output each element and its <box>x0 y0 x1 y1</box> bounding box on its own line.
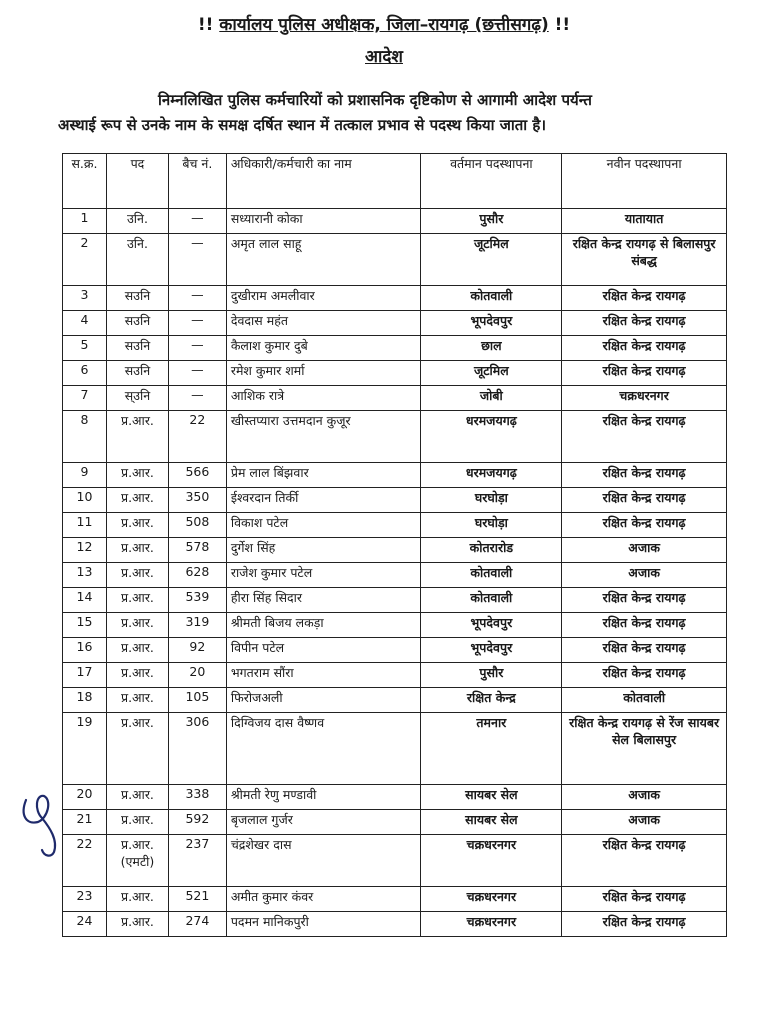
cell-serial: 2 <box>63 234 107 286</box>
header-post: पद <box>106 154 168 209</box>
cell-name: हीरा सिंह सिदार <box>226 588 421 613</box>
header-name: अधिकारी/कर्मचारी का नाम <box>226 154 421 209</box>
cell-name: विकाश पटेल <box>226 513 421 538</box>
cell-current-posting: धरमजयगढ़ <box>421 411 562 463</box>
cell-batch: 628 <box>168 563 226 588</box>
cell-current-posting: कोतवाली <box>421 588 562 613</box>
cell-post: प्र.आर. <box>106 688 168 713</box>
cell-name: खीस्तप्यारा उत्तमदान कुजूर <box>226 411 421 463</box>
cell-name: आशिक रात्रे <box>226 386 421 411</box>
table-row <box>63 361 727 386</box>
order-heading: आदेश <box>365 47 403 67</box>
header-new-posting: नवीन पदस्थापना <box>562 154 727 209</box>
cell-serial: 22 <box>63 835 107 887</box>
cell-name: भगतराम सौंरा <box>226 663 421 688</box>
cell-current-posting: घरघोड़ा <box>421 513 562 538</box>
cell-new-posting: अजाक <box>562 785 727 810</box>
intro-line-2: अस्थाई रूप से उनके नाम के समक्ष दर्षित स्थान में तत्काल प्रभाव से पदस्थ किया जाता है। <box>58 116 547 134</box>
cell-serial: 7 <box>63 386 107 411</box>
cell-serial: 5 <box>63 336 107 361</box>
cell-name: चंद्रशेखर दास <box>226 835 421 887</box>
cell-new-posting: रक्षित केन्द्र रायगढ़ <box>562 613 727 638</box>
cell-post: प्र.आर. <box>106 810 168 835</box>
table-row <box>63 488 727 513</box>
cell-serial: 11 <box>63 513 107 538</box>
cell-name: श्रीमती बिजय लकड़ा <box>226 613 421 638</box>
cell-current-posting: चक्रधरनगर <box>421 912 562 937</box>
table-row <box>63 810 727 835</box>
cell-current-posting: कोतरारोड <box>421 538 562 563</box>
cell-serial: 15 <box>63 613 107 638</box>
table-header-row <box>63 154 727 209</box>
cell-post: प्र.आर. <box>106 411 168 463</box>
cell-serial: 12 <box>63 538 107 563</box>
cell-current-posting: कोतवाली <box>421 563 562 588</box>
cell-batch: 319 <box>168 613 226 638</box>
cell-name: श्रीमती रेणु मण्डावी <box>226 785 421 810</box>
cell-name: अमृत लाल साहू <box>226 234 421 286</box>
cell-batch: 592 <box>168 810 226 835</box>
cell-post: प्र.आर. <box>106 538 168 563</box>
cell-new-posting: अजाक <box>562 563 727 588</box>
intro-line-1: निम्नलिखित पुलिस कर्मचारियों को प्रशासनिक दृष्टिकोण से आगामी आदेश पर्यन्त <box>158 91 592 109</box>
cell-batch: 539 <box>168 588 226 613</box>
table-row <box>63 887 727 912</box>
table-row <box>63 785 727 810</box>
cell-batch: — <box>168 286 226 311</box>
cell-name: पदमन मानिकपुरी <box>226 912 421 937</box>
cell-current-posting: चक्रधरनगर <box>421 835 562 887</box>
cell-post: प्र.आर. <box>106 563 168 588</box>
table-row <box>63 688 727 713</box>
cell-batch: — <box>168 336 226 361</box>
cell-name: ईश्वरदान तिर्की <box>226 488 421 513</box>
cell-new-posting: रक्षित केन्द्र रायगढ़ <box>562 638 727 663</box>
cell-batch: 306 <box>168 713 226 785</box>
cell-name: दुर्गेश सिंह <box>226 538 421 563</box>
cell-new-posting: अजाक <box>562 538 727 563</box>
cell-current-posting: जूटमिल <box>421 361 562 386</box>
cell-serial: 8 <box>63 411 107 463</box>
cell-name: दुखीराम अमलीवार <box>226 286 421 311</box>
cell-name: अमीत कुमार कंवर <box>226 887 421 912</box>
transfer-table <box>62 153 727 937</box>
cell-batch: 274 <box>168 912 226 937</box>
cell-current-posting: भूपदेवपुर <box>421 638 562 663</box>
cell-name: कैलाश कुमार दुबे <box>226 336 421 361</box>
cell-batch: 566 <box>168 463 226 488</box>
cell-post: प्र.आर. <box>106 663 168 688</box>
cell-current-posting: सायबर सेल <box>421 810 562 835</box>
cell-new-posting: रक्षित केन्द्र रायगढ़ <box>562 513 727 538</box>
cell-new-posting: रक्षित केन्द्र रायगढ़ <box>562 835 727 887</box>
cell-serial: 3 <box>63 286 107 311</box>
cell-post: प्र.आर. <box>106 463 168 488</box>
cell-post: प्र.आर. (एमटी) <box>106 835 168 887</box>
cell-new-posting: अजाक <box>562 810 727 835</box>
cell-serial: 20 <box>63 785 107 810</box>
table-row <box>63 209 727 234</box>
cell-current-posting: भूपदेवपुर <box>421 311 562 336</box>
cell-batch: 508 <box>168 513 226 538</box>
cell-batch: 521 <box>168 887 226 912</box>
cell-serial: 10 <box>63 488 107 513</box>
cell-batch: 92 <box>168 638 226 663</box>
cell-current-posting: धरमजयगढ़ <box>421 463 562 488</box>
cell-current-posting: रक्षित केन्द्र <box>421 688 562 713</box>
cell-serial: 24 <box>63 912 107 937</box>
cell-batch: — <box>168 361 226 386</box>
cell-name: फिरोजअली <box>226 688 421 713</box>
cell-batch: 105 <box>168 688 226 713</box>
cell-new-posting: रक्षित केन्द्र रायगढ़ <box>562 411 727 463</box>
table-row <box>63 311 727 336</box>
cell-current-posting: चक्रधरनगर <box>421 887 562 912</box>
cell-new-posting: कोतवाली <box>562 688 727 713</box>
cell-current-posting: जूटमिल <box>421 234 562 286</box>
cell-new-posting: रक्षित केन्द्र रायगढ़ <box>562 663 727 688</box>
cell-serial: 6 <box>63 361 107 386</box>
cell-post: सउनि <box>106 286 168 311</box>
cell-new-posting: यातायात <box>562 209 727 234</box>
cell-post: प्र.आर. <box>106 588 168 613</box>
cell-current-posting: तमनार <box>421 713 562 785</box>
cell-batch: — <box>168 311 226 336</box>
cell-current-posting: जोबी <box>421 386 562 411</box>
cell-batch: — <box>168 209 226 234</box>
cell-serial: 13 <box>63 563 107 588</box>
cell-serial: 23 <box>63 887 107 912</box>
cell-current-posting: भूपदेवपुर <box>421 613 562 638</box>
table-row <box>63 513 727 538</box>
cell-batch: 237 <box>168 835 226 887</box>
cell-name: राजेश कुमार पटेल <box>226 563 421 588</box>
title-suffix: !! <box>548 15 571 35</box>
cell-serial: 1 <box>63 209 107 234</box>
cell-batch: 22 <box>168 411 226 463</box>
cell-name: दिग्विजय दास वैष्णव <box>226 713 421 785</box>
cell-batch: 578 <box>168 538 226 563</box>
cell-post: प्र.आर. <box>106 912 168 937</box>
cell-new-posting: रक्षित केन्द्र रायगढ़ <box>562 311 727 336</box>
cell-post: उनि. <box>106 234 168 286</box>
cell-new-posting: रक्षित केन्द्र रायगढ़ <box>562 488 727 513</box>
table-row <box>63 538 727 563</box>
table-row <box>63 336 727 361</box>
cell-new-posting: रक्षित केन्द्र रायगढ़ से रेंज सायबर सेल बिलासपुर <box>562 713 727 785</box>
cell-new-posting: रक्षित केन्द्र रायगढ़ <box>562 588 727 613</box>
cell-serial: 9 <box>63 463 107 488</box>
cell-serial: 21 <box>63 810 107 835</box>
header-current-posting: वर्तमान पदस्थापना <box>421 154 562 209</box>
title-prefix: !! <box>197 15 220 35</box>
table-row <box>63 386 727 411</box>
table-row <box>63 713 727 785</box>
cell-new-posting: रक्षित केन्द्र रायगढ़ <box>562 286 727 311</box>
cell-post: स्उनि <box>106 386 168 411</box>
cell-post: सउनि <box>106 361 168 386</box>
cell-new-posting: रक्षित केन्द्र रायगढ़ <box>562 463 727 488</box>
cell-batch: 338 <box>168 785 226 810</box>
table-row <box>63 463 727 488</box>
cell-name: सध्यारानी कोका <box>226 209 421 234</box>
cell-post: प्र.आर. <box>106 713 168 785</box>
table-row <box>63 234 727 286</box>
cell-post: उनि. <box>106 209 168 234</box>
cell-current-posting: कोतवाली <box>421 286 562 311</box>
cell-name: बृजलाल गुर्जर <box>226 810 421 835</box>
cell-batch: — <box>168 234 226 286</box>
cell-post: प्र.आर. <box>106 638 168 663</box>
cell-serial: 18 <box>63 688 107 713</box>
cell-batch: — <box>168 386 226 411</box>
office-name: कार्यालय पुलिस अधीक्षक, जिला–रायगढ़ (छत्तीसगढ़) <box>219 15 549 35</box>
table-row <box>63 912 727 937</box>
cell-new-posting: रक्षित केन्द्र रायगढ़ से बिलासपुर संबद्ध <box>562 234 727 286</box>
cell-post: सउनि <box>106 336 168 361</box>
cell-current-posting: छाल <box>421 336 562 361</box>
cell-current-posting: पुसौर <box>421 209 562 234</box>
table-row <box>63 286 727 311</box>
cell-post: प्र.आर. <box>106 513 168 538</box>
table-row <box>63 588 727 613</box>
table-row <box>63 835 727 887</box>
cell-name: प्रेम लाल बिंझवार <box>226 463 421 488</box>
cell-post: प्र.आर. <box>106 488 168 513</box>
table-row <box>63 563 727 588</box>
cell-name: विपीन पटेल <box>226 638 421 663</box>
cell-current-posting: सायबर सेल <box>421 785 562 810</box>
intro-paragraph <box>58 88 726 138</box>
cell-name: रमेश कुमार शर्मा <box>226 361 421 386</box>
cell-new-posting: रक्षित केन्द्र रायगढ़ <box>562 912 727 937</box>
cell-name: देवदास महंत <box>226 311 421 336</box>
table-row <box>63 638 727 663</box>
cell-post: प्र.आर. <box>106 785 168 810</box>
header-batch: बैच नं. <box>168 154 226 209</box>
handwritten-mark <box>18 790 68 860</box>
table-row <box>63 663 727 688</box>
cell-post: प्र.आर. <box>106 613 168 638</box>
table-row <box>63 411 727 463</box>
cell-serial: 14 <box>63 588 107 613</box>
cell-serial: 17 <box>63 663 107 688</box>
cell-serial: 16 <box>63 638 107 663</box>
cell-batch: 20 <box>168 663 226 688</box>
table-row <box>63 613 727 638</box>
cell-new-posting: रक्षित केन्द्र रायगढ़ <box>562 361 727 386</box>
cell-serial: 4 <box>63 311 107 336</box>
cell-post: प्र.आर. <box>106 887 168 912</box>
document-title <box>0 12 768 35</box>
header-serial: स.क्र. <box>63 154 107 209</box>
cell-new-posting: रक्षित केन्द्र रायगढ़ <box>562 887 727 912</box>
cell-serial: 19 <box>63 713 107 785</box>
cell-new-posting: चक्रधरनगर <box>562 386 727 411</box>
cell-new-posting: रक्षित केन्द्र रायगढ़ <box>562 336 727 361</box>
cell-post: सउनि <box>106 311 168 336</box>
cell-batch: 350 <box>168 488 226 513</box>
cell-current-posting: घरघोड़ा <box>421 488 562 513</box>
cell-current-posting: पुसौर <box>421 663 562 688</box>
